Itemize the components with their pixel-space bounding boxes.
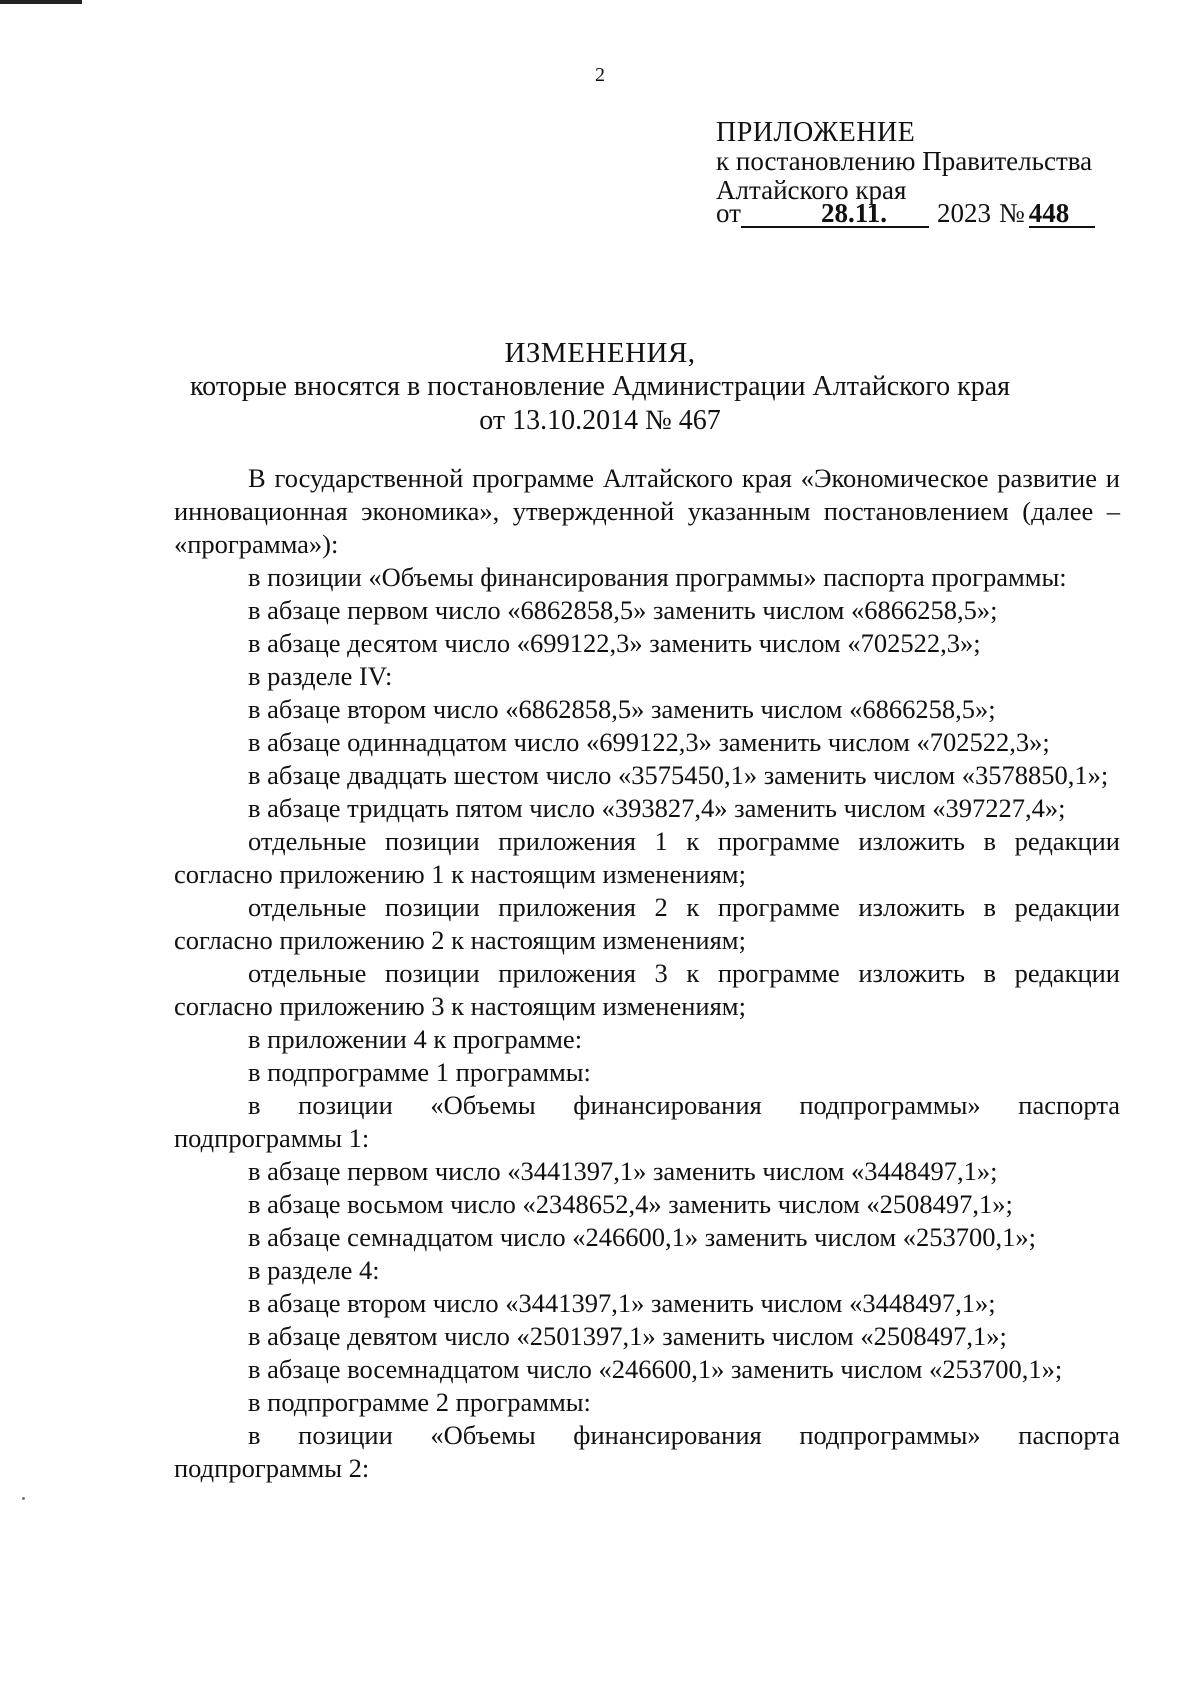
paragraph: в абзаце тридцать пятом число «393827,4» заменить числом «397227,4»; <box>248 793 1066 823</box>
paragraph: в абзаце восьмом число «2348652,4» заменить числом «2508497,1»; <box>248 1189 1013 1219</box>
paragraph: отдельные позиции приложения 3 к программе изложить в редакции согласно приложению 3 к настоящим изменениям; <box>174 958 1120 1021</box>
paragraph: в позиции «Объемы финансирования подпрограммы» паспорта подпрограммы 1: <box>174 1090 1120 1153</box>
paragraph: в позиции «Объемы финансирования подпрограммы» паспорта подпрограммы 2: <box>174 1420 1120 1483</box>
scan-speck <box>22 1497 25 1500</box>
paragraph: в абзаце десятом число «699122,3» заменить числом «702522,3»; <box>248 628 981 658</box>
paragraph: в приложении 4 к программе: <box>248 1024 583 1054</box>
scan-corner-mark <box>0 0 82 4</box>
paragraph: в абзаце втором число «6862858,5» заменить числом «6866258,5»; <box>248 694 996 724</box>
resolution-number: 448 <box>1029 200 1095 228</box>
heading-reference: от 13.10.2014 № 467 <box>479 405 721 436</box>
appendix-block <box>716 118 1095 228</box>
paragraph: в разделе 4: <box>248 1255 380 1285</box>
paragraph: в абзаце восемнадцатом число «246600,1» заменить числом «253700,1»; <box>248 1354 1063 1384</box>
paragraph: отдельные позиции приложения 2 к программе изложить в редакции согласно приложению 2 к настоящим изменениям; <box>174 892 1120 955</box>
document-heading <box>0 336 1200 438</box>
number-label: № <box>998 198 1025 228</box>
appendix-title: ПРИЛОЖЕНИЕ <box>716 117 916 148</box>
paragraph: в абзаце втором число «3441397,1» заменить числом «3448497,1»; <box>248 1288 996 1318</box>
resolution-date: 28.11. <box>741 200 929 228</box>
paragraph: в абзаце семнадцатом число «246600,1» заменить числом «253700,1»; <box>248 1222 1037 1252</box>
heading-title: ИЗМЕНЕНИЯ, <box>504 337 696 369</box>
heading-subtitle: которые вносятся в постановление Администрации Алтайского края <box>190 371 1010 402</box>
paragraph: в абзаце первом число «3441397,1» заменить числом «3448497,1»; <box>248 1156 998 1186</box>
appendix-line-2: Алтайского края <box>716 175 907 205</box>
paragraph: в позиции «Объемы финансирования программы» паспорта программы: <box>248 562 1067 592</box>
page-number: 2 <box>595 64 605 86</box>
paragraph: в подпрограмме 2 программы: <box>248 1387 591 1417</box>
paragraph: отдельные позиции приложения 1 к программе изложить в редакции согласно приложению 1 к настоящим изменениям; <box>174 826 1120 889</box>
from-label: от <box>716 198 741 228</box>
paragraph: в подпрограмме 1 программы: <box>248 1057 591 1087</box>
document-body <box>174 462 1120 1485</box>
paragraph: в разделе IV: <box>248 661 393 691</box>
paragraph: в абзаце одиннадцатом число «699122,3» заменить числом «702522,3»; <box>248 727 1050 757</box>
paragraph: в абзаце первом число «6862858,5» заменить числом «6866258,5»; <box>248 595 998 625</box>
appendix-line-1: к постановлению Правительства <box>716 146 1093 176</box>
paragraph: В государственной программе Алтайского края «Экономическое развитие и инновационная экономика», утвержденной указанным постановлением (далее – «программа»): <box>174 463 1120 559</box>
paragraph: в абзаце двадцать шестом число «3575450,1» заменить числом «3578850,1»; <box>248 760 1109 790</box>
paragraph: в абзаце девятом число «2501397,1» заменить числом «2508497,1»; <box>248 1321 1007 1351</box>
resolution-year: 2023 <box>936 198 991 228</box>
appendix-date-line <box>716 199 1095 228</box>
